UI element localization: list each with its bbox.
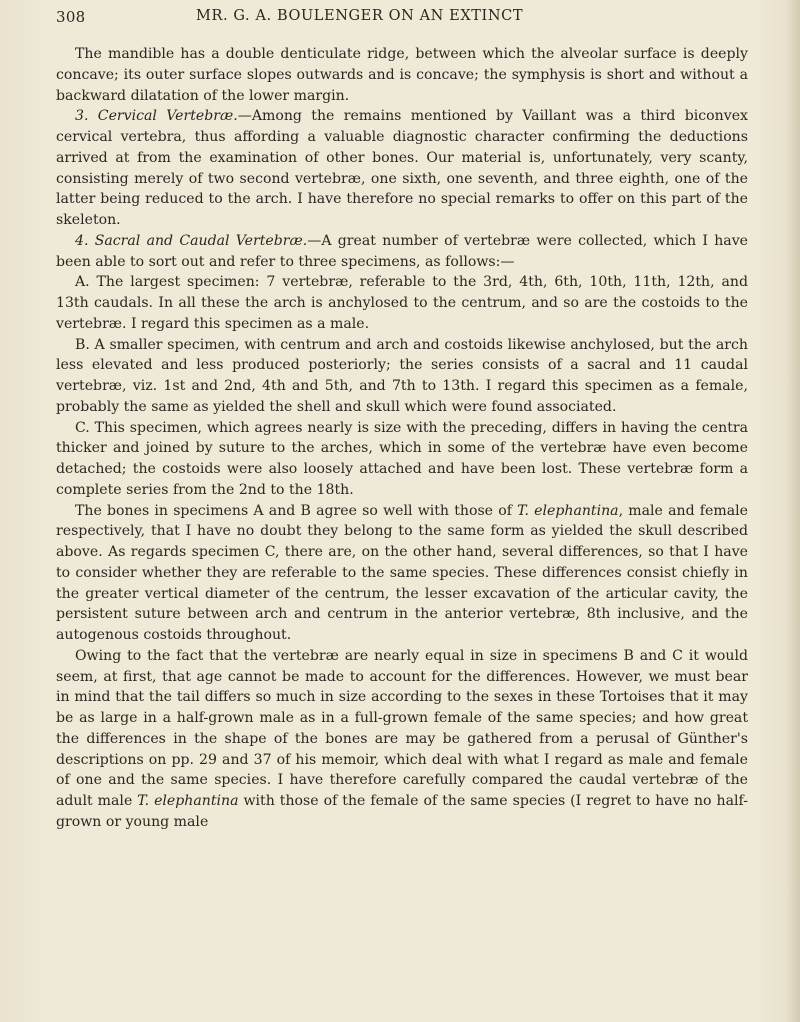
paragraph-text: Owing to the fact that the vertebræ are nearly equal in size in specimens B and C it would seem, at first, that age cannot be made to account for the differences. However, we must bear in mind that the tail differs so much in size according to the sexes in these Tortoises that it may be as large in a half-grown male as in a full-grown female of the same species; and how great the differences in the shape of the bones are may be gathered from a perusal of Günther's descriptions on pp. 29 and 37 of his memoir, which deal with what I regard as male and female of one and the same species. I have therefore carefully compared the caudal vertebræ of the adult male [56,647,748,809]
paragraph-text: with those of the female of the same species (I regret to have no half-grown or young male [56,793,748,830]
paragraph-text: A. The largest specimen: 7 vertebræ, referable to the 3rd, 4th, 6th, 10th, 11th, 12th, and 13th caudals. In all these the arch is anchylosed to the centrum, and so are the costoids to the vertebræ. I regard this specimen as a male. [56,274,748,332]
paragraph-text: The bones in specimens A and B agree so well with those of [75,502,518,519]
page-edge-shadow [786,0,800,1022]
paragraph-comparison [56,501,748,646]
running-head: MR. G. A. BOULENGER ON AN EXTINCT [196,8,524,24]
paragraph-sacral-caudal-vertebrae [56,231,748,273]
paragraph-cervical-vertebrae [56,106,748,231]
paragraph-specimen-b [56,335,748,418]
paragraph-specimen-a [56,272,748,334]
page-number: 308 [56,8,86,26]
paragraph-age-discussion [56,646,748,833]
paragraph-specimen-c [56,418,748,501]
paragraph-text: B. A smaller specimen, with centrum and arch and costoids likewise anchylosed, but the arch less elevated and less produced posteriorly; the series consists of a sacral and 11 caudal vertebræ, viz. 1st and 2nd, 4th and 5th, and 7th to 13th. I regard this specimen as a female, probably the same as yielded the shell and skull which were found associated. [56,336,748,415]
paragraph-text: C. This specimen, which agrees nearly is size with the preceding, differs in having the centra thicker and joined by suture to the arches, which in some of the vertebræ have even become detached; the costoids were also loosely attached and have been lost. These vertebræ form a complete series from the 2nd to the 18th. [56,419,748,498]
paragraph-text: , male and female respectively, that I have no doubt they belong to the same form as yielded the skull described above. As regards specimen C, there are, on the other hand, several differences, so that I have to consider whether they are referable to the same species. These differences consist chiefly in the greater vertical diameter of the centrum, the lesser excavation of the articular cavity, the persistent suture between arch and centrum in the anterior vertebræ, 8th inclusive, and the autogenous costoids throughout. [56,502,748,643]
page-header [56,8,746,32]
species-name: T. elephantina [517,502,619,519]
section-heading: 4. Sacral and Caudal Vertebræ. [75,232,308,249]
species-name: T. elephantina [137,793,239,809]
paragraph-text: —Among the remains mentioned by Vaillant was a third biconvex cervical vertebra, thus affording a valuable diagnostic character confirming the deductions arrived at from the examination of other bones. Our material is, unfortunately, very scanty, consisting merely of two second vertebræ, one sixth, one seventh, and three eighth, one of the latter being reduced to the arch. I have therefore no special remarks to offer on this part of the skeleton. [56,108,748,228]
paragraph-text: The mandible has a double denticulate ridge, between which the alveolar surface is deeply concave; its outer surface slopes outwards and is concave; the symphysis is short and without a backward dilatation of the lower margin. [56,46,748,104]
body-text [56,44,748,833]
paragraph-text: —A great number of vertebræ were collected, which I have been able to sort out and refer to three specimens, as follows:— [56,232,748,270]
paragraph-mandible [56,44,748,106]
section-heading: 3. Cervical Vertebræ. [75,108,238,125]
